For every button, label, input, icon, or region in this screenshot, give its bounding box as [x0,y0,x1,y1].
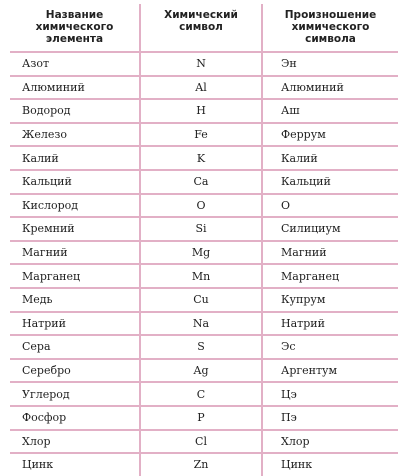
element-name-cell: Медь [10,288,140,312]
pronunciation-cell: Марганец [262,264,398,288]
table-row [10,52,398,76]
element-name-cell: Водород [10,99,140,123]
chemical-symbol-cell: P [140,406,262,430]
chemical-symbol-cell: Ag [140,359,262,383]
element-name-cell: Фосфор [10,406,140,430]
element-name-cell: Цинк [10,453,140,476]
element-name-cell: Азот [10,52,140,76]
pronunciation-cell: Калий [262,146,398,170]
chemical-symbol-cell: Mn [140,264,262,288]
pronunciation-cell: Аш [262,99,398,123]
table-row [10,146,398,170]
chemical-symbol-cell: Ca [140,170,262,194]
element-name-cell: Алюминий [10,76,140,100]
header-symbol-pronunciation: Произношение химического символа [262,4,398,52]
table-row [10,335,398,359]
chemical-symbol-cell: O [140,194,262,218]
chemical-symbol-cell: Mg [140,241,262,265]
table-header-row [10,4,398,52]
chemical-symbol-cell: Cl [140,430,262,454]
pronunciation-cell: Цэ [262,382,398,406]
chemical-symbol-cell: C [140,382,262,406]
pronunciation-cell: Эс [262,335,398,359]
chemical-symbol-cell: K [140,146,262,170]
pronunciation-cell: Купрум [262,288,398,312]
table-row [10,288,398,312]
chemical-symbol-cell: H [140,99,262,123]
element-name-cell: Кремний [10,217,140,241]
element-name-cell: Серебро [10,359,140,383]
table-row [10,123,398,147]
chemical-symbol-cell: S [140,335,262,359]
element-name-cell: Натрий [10,312,140,336]
pronunciation-cell: Силициум [262,217,398,241]
pronunciation-cell: Феррум [262,123,398,147]
element-name-cell: Кальций [10,170,140,194]
chemical-symbol-cell: N [140,52,262,76]
pronunciation-cell: Магний [262,241,398,265]
table-row [10,359,398,383]
chemical-symbol-cell: Na [140,312,262,336]
elements-table [10,4,398,476]
table-body [10,52,398,476]
element-name-cell: Калий [10,146,140,170]
pronunciation-cell: Алюминий [262,76,398,100]
header-element-name: Название химического элемента [10,4,140,52]
pronunciation-cell: О [262,194,398,218]
element-name-cell: Марганец [10,264,140,288]
pronunciation-cell: Натрий [262,312,398,336]
table-row [10,170,398,194]
table-row [10,406,398,430]
chemical-symbol-cell: Fe [140,123,262,147]
table-row [10,382,398,406]
table-row [10,217,398,241]
table-row [10,99,398,123]
pronunciation-cell: Эн [262,52,398,76]
element-name-cell: Сера [10,335,140,359]
chemical-symbol-cell: Si [140,217,262,241]
element-name-cell: Углерод [10,382,140,406]
element-name-cell: Магний [10,241,140,265]
table-row [10,312,398,336]
pronunciation-cell: Кальций [262,170,398,194]
elements-table-container [10,4,398,472]
element-name-cell: Кислород [10,194,140,218]
table-row [10,241,398,265]
element-name-cell: Хлор [10,430,140,454]
chemical-symbol-cell: Cu [140,288,262,312]
pronunciation-cell: Пэ [262,406,398,430]
table-row [10,194,398,218]
header-chemical-symbol: Химический символ [140,4,262,52]
pronunciation-cell: Аргентум [262,359,398,383]
pronunciation-cell: Хлор [262,430,398,454]
table-row [10,76,398,100]
table-row [10,453,398,476]
pronunciation-cell: Цинк [281,458,313,472]
table-row [10,430,398,454]
chemical-symbol-cell: Al [140,76,262,100]
chemical-symbol-cell: Zn [140,453,262,476]
element-name-cell: Железо [10,123,140,147]
table-row [10,264,398,288]
